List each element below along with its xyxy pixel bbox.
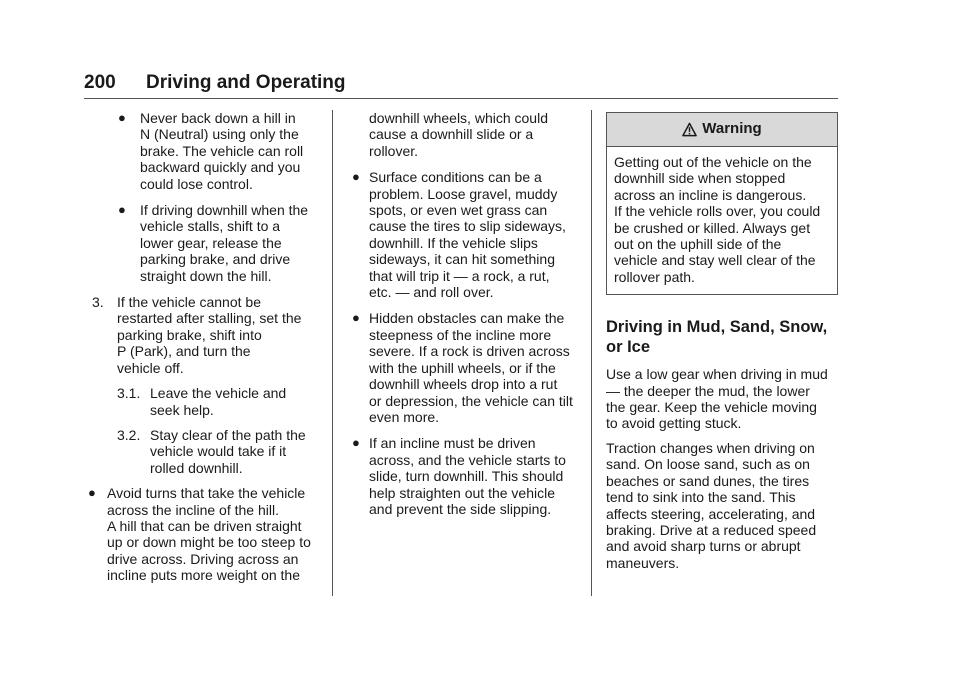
text-line: up or down might be too steep to (107, 534, 311, 551)
text-line: Surface conditions can be a (369, 169, 542, 186)
text-line: rollover. (369, 142, 419, 159)
text-line: sideways, it can hit something (369, 251, 555, 268)
text-line: Never back down a hill in (140, 110, 296, 126)
text-line: across an incline is dangerous. (614, 186, 807, 203)
step-number: 3.2. (117, 426, 141, 443)
text-line: drive across. Driving across an (107, 550, 299, 567)
text-line: brake. The vehicle can roll (140, 142, 304, 159)
text-line: P (Park), and turn the (117, 343, 251, 360)
text-line: — the deeper the mud, the lower (606, 382, 810, 399)
bullet-icon: ● (118, 202, 126, 218)
heading-line: or Ice (606, 338, 651, 357)
text-line: etc. — and roll over. (369, 284, 494, 301)
text-line: N (Neutral) using only the (140, 126, 299, 143)
bullet-icon: ● (118, 110, 126, 125)
page-number: 200 (84, 72, 116, 93)
step-number: 3.1. (117, 385, 141, 402)
text-line: parking brake, shift into (117, 326, 262, 343)
text-line: cause the tires to slip sideways, (369, 218, 566, 235)
text-line: rollover path. (614, 268, 695, 285)
column-left (84, 110, 326, 594)
text-line: cause a downhill slide or a (369, 126, 534, 143)
text-line: If the vehicle rolls over, you could (614, 203, 821, 220)
bullet-icon: ● (88, 485, 96, 501)
text-line: steepness of the incline more (369, 326, 552, 343)
column-divider-left (332, 110, 333, 596)
warning-title: Warning (702, 120, 762, 138)
numbered-substep (84, 385, 326, 418)
text-line: downhill side when stopped (614, 170, 786, 187)
continued-text (348, 110, 588, 159)
text-line: spots, or even wet grass can (369, 202, 548, 219)
text-line: If driving downhill when the (140, 202, 309, 219)
text-line: vehicle off. (117, 359, 184, 376)
text-line: If an incline must be driven (369, 435, 536, 452)
bullet-icon: ● (352, 310, 360, 326)
heading-line: Driving in Mud, Sand, Snow, (606, 318, 828, 337)
text-line: and prevent the side slipping. (369, 500, 552, 517)
text-line: help straighten out the vehicle (369, 484, 556, 501)
text-line: be crushed or killed. Always get (614, 219, 811, 236)
text-line: tend to sink into the sand. This (606, 489, 796, 506)
text-line: the gear. Keep the vehicle moving (606, 399, 817, 416)
text-line: downhill wheels, which could (369, 110, 548, 126)
list-item (348, 310, 588, 425)
text-line: Traction changes when driving on (606, 439, 815, 456)
list-item (84, 110, 326, 192)
text-line: that will trip it — a rock, a rut, (369, 267, 550, 284)
text-line: beaches or sand dunes, the tires (606, 472, 810, 489)
paragraph (606, 440, 838, 571)
text-line: sand. On loose sand, such as on (606, 456, 810, 473)
numbered-step (84, 294, 326, 376)
text-line: rolled downhill. (150, 459, 243, 476)
text-line: downhill wheels drop into a rut (369, 376, 558, 393)
text-line: across, and the vehicle starts to (369, 451, 566, 468)
numbered-substep (84, 427, 326, 476)
bullet-icon: ● (352, 435, 360, 451)
text-line: seek help. (150, 401, 214, 418)
text-line: Leave the vehicle and (150, 385, 287, 402)
text-line: Hidden obstacles can make the (369, 310, 565, 327)
text-line: problem. Loose gravel, muddy (369, 185, 558, 202)
text-line: If the vehicle cannot be (117, 294, 261, 311)
text-line: backward quickly and you (140, 159, 301, 176)
step-number: 3. (92, 294, 104, 311)
text-line: severe. If a rock is driven across (369, 343, 570, 360)
text-line: vehicle and stay well clear of the (614, 252, 816, 269)
list-item (348, 169, 588, 300)
column-middle (348, 110, 588, 527)
text-line: maneuvers. (606, 554, 680, 571)
warning-body (607, 147, 837, 294)
text-line: braking. Drive at a reduced speed (606, 521, 817, 538)
text-line: to avoid getting stuck. (606, 415, 742, 432)
list-item (84, 202, 326, 284)
text-line: A hill that can be driven straight (107, 517, 302, 534)
column-divider-right (591, 110, 592, 596)
bullet-icon: ● (352, 169, 360, 185)
text-line: out on the uphill side of the (614, 236, 782, 253)
text-line: slide, turn downhill. This should (369, 468, 564, 485)
text-line: even more. (369, 408, 440, 425)
list-item (348, 435, 588, 517)
text-line: or depression, the vehicle can tilt (369, 392, 573, 409)
text-line: could lose control. (140, 175, 253, 192)
text-line: straight down the hill. (140, 267, 272, 284)
text-line: vehicle would take if it (150, 443, 287, 460)
text-line: downhill. If the vehicle slips (369, 234, 538, 251)
text-line: vehicle stalls, shift to a (140, 218, 281, 235)
warning-header (607, 113, 837, 147)
text-line: affects steering, accelerating, and (606, 505, 816, 522)
warning-box (606, 112, 838, 295)
text-line: parking brake, and drive (140, 251, 291, 268)
list-item (84, 485, 326, 583)
page-header (84, 70, 838, 99)
column-right (606, 112, 838, 579)
paragraph (606, 366, 838, 432)
text-line: Getting out of the vehicle on the (614, 154, 812, 170)
text-line: Avoid turns that take the vehicle (107, 485, 306, 502)
warning-triangle-icon (682, 122, 697, 137)
text-line: with the uphill wheels, or if the (369, 359, 556, 376)
text-line: and avoid sharp turns or abrupt (606, 538, 801, 555)
text-line: across the incline of the hill. (107, 501, 279, 518)
text-line: Use a low gear when driving in mud (606, 366, 828, 383)
text-line: Stay clear of the path the (150, 426, 306, 443)
section-title: Driving and Operating (146, 72, 346, 93)
text-line: restarted after stalling, set the (117, 310, 302, 327)
text-line: lower gear, release the (140, 234, 282, 251)
text-line: incline puts more weight on the (107, 567, 300, 584)
subsection-heading (606, 317, 838, 357)
